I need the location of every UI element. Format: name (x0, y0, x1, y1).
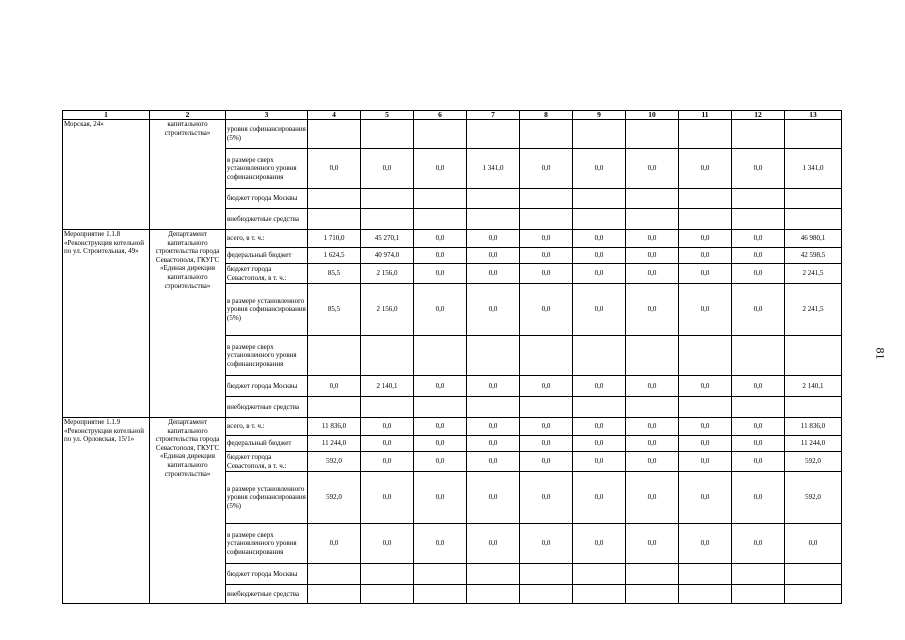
value-cell: 0,0 (573, 149, 626, 189)
value-cell (467, 397, 520, 418)
value-cell: 85,5 (308, 264, 361, 284)
value-cell (732, 336, 785, 376)
value-cell: 0,0 (414, 436, 467, 452)
value-cell: 0,0 (414, 230, 467, 248)
value-cell (626, 397, 679, 418)
value-cell: 0,0 (573, 284, 626, 336)
value-cell (361, 120, 414, 149)
value-cell: 0,0 (361, 452, 414, 472)
value-cell (732, 585, 785, 604)
value-cell: 2 241,5 (785, 284, 842, 336)
funding-source-cell: в размере установленного уровня софинансирования (5%) (226, 472, 308, 524)
value-cell: 0,0 (520, 264, 573, 284)
value-cell (467, 189, 520, 209)
value-cell (361, 585, 414, 604)
value-cell: 0,0 (732, 472, 785, 524)
value-cell: 42 598,5 (785, 248, 842, 264)
value-cell: 0,0 (732, 149, 785, 189)
value-cell (573, 397, 626, 418)
measure-name-cell: Мероприятие 1.1.8 «Реконструкция котельной по ул. Строительная, 49» (63, 230, 150, 418)
column-number-header: 2 (150, 111, 226, 120)
column-number-header: 7 (467, 111, 520, 120)
column-number-header: 5 (361, 111, 414, 120)
value-cell (467, 120, 520, 149)
value-cell: 0,0 (467, 418, 520, 436)
value-cell (573, 585, 626, 604)
funding-source-cell: внебюджетные средства (226, 397, 308, 418)
value-cell (308, 564, 361, 585)
value-cell: 0,0 (679, 264, 732, 284)
value-cell: 0,0 (626, 230, 679, 248)
value-cell (308, 397, 361, 418)
value-cell (467, 209, 520, 230)
value-cell (573, 209, 626, 230)
value-cell: 0,0 (626, 149, 679, 189)
value-cell: 0,0 (361, 149, 414, 189)
value-cell: 2 241,5 (785, 264, 842, 284)
value-cell: 0,0 (414, 524, 467, 564)
measure-name-cell: Морская, 24» (63, 120, 150, 230)
value-cell: 0,0 (732, 418, 785, 436)
table-row (63, 120, 842, 149)
value-cell: 0,0 (732, 436, 785, 452)
value-cell: 0,0 (573, 524, 626, 564)
value-cell: 0,0 (732, 452, 785, 472)
value-cell (732, 397, 785, 418)
value-cell (414, 209, 467, 230)
budget-table-sheet (62, 110, 842, 604)
value-cell: 0,0 (679, 524, 732, 564)
value-cell (679, 120, 732, 149)
column-number-header: 4 (308, 111, 361, 120)
funding-source-cell: в размере сверх установленного уровня софинансирования (226, 336, 308, 376)
value-cell: 0,0 (520, 149, 573, 189)
value-cell: 40 974,0 (361, 248, 414, 264)
measure-name-cell: Мероприятие 1.1.9 «Реконструкция котельной по ул. Орловская, 15/1» (63, 418, 150, 604)
value-cell (785, 397, 842, 418)
value-cell (467, 336, 520, 376)
table-row (63, 418, 842, 436)
value-cell (679, 189, 732, 209)
value-cell (785, 564, 842, 585)
value-cell: 0,0 (626, 248, 679, 264)
column-number-header: 12 (732, 111, 785, 120)
funding-source-cell: всего, в т. ч.: (226, 418, 308, 436)
value-cell (785, 189, 842, 209)
value-cell (308, 585, 361, 604)
value-cell: 0,0 (520, 524, 573, 564)
value-cell: 0,0 (361, 472, 414, 524)
value-cell: 0,0 (467, 376, 520, 397)
value-cell: 0,0 (520, 418, 573, 436)
value-cell: 0,0 (467, 452, 520, 472)
value-cell: 0,0 (573, 452, 626, 472)
value-cell (785, 120, 842, 149)
value-cell (573, 189, 626, 209)
value-cell: 85,5 (308, 284, 361, 336)
value-cell: 0,0 (679, 284, 732, 336)
value-cell (785, 585, 842, 604)
value-cell: 0,0 (308, 149, 361, 189)
value-cell: 0,0 (414, 472, 467, 524)
value-cell: 0,0 (679, 452, 732, 472)
value-cell (785, 336, 842, 376)
value-cell: 45 270,1 (361, 230, 414, 248)
value-cell (679, 397, 732, 418)
value-cell: 0,0 (732, 248, 785, 264)
value-cell (414, 585, 467, 604)
value-cell: 0,0 (679, 376, 732, 397)
value-cell (785, 209, 842, 230)
value-cell (414, 397, 467, 418)
value-cell (520, 209, 573, 230)
funding-source-cell: федеральный бюджет (226, 436, 308, 452)
value-cell (414, 120, 467, 149)
column-number-header: 1 (63, 111, 150, 120)
column-number-header: 9 (573, 111, 626, 120)
value-cell (626, 585, 679, 604)
value-cell: 0,0 (785, 524, 842, 564)
executor-cell: Департамент капитального строительства города Севастополя, ГКУГС «Единая дирекция капитального строительства» (150, 230, 226, 418)
column-number-header: 11 (679, 111, 732, 120)
value-cell: 0,0 (626, 284, 679, 336)
value-cell: 0,0 (626, 418, 679, 436)
funding-source-cell: бюджет города Севастополя, в т. ч.: (226, 264, 308, 284)
value-cell: 0,0 (626, 436, 679, 452)
value-cell: 0,0 (361, 524, 414, 564)
value-cell (679, 209, 732, 230)
value-cell (308, 209, 361, 230)
value-cell (361, 336, 414, 376)
value-cell: 0,0 (626, 524, 679, 564)
value-cell: 0,0 (679, 418, 732, 436)
value-cell: 1 624,5 (308, 248, 361, 264)
value-cell (520, 564, 573, 585)
column-number-header: 8 (520, 111, 573, 120)
value-cell: 46 980,1 (785, 230, 842, 248)
value-cell: 0,0 (414, 264, 467, 284)
value-cell (520, 189, 573, 209)
value-cell: 0,0 (467, 472, 520, 524)
value-cell (626, 120, 679, 149)
value-cell: 11 244,0 (308, 436, 361, 452)
value-cell: 11 836,0 (308, 418, 361, 436)
value-cell: 592,0 (308, 452, 361, 472)
value-cell (520, 336, 573, 376)
value-cell: 0,0 (679, 472, 732, 524)
value-cell: 0,0 (732, 264, 785, 284)
value-cell: 0,0 (414, 452, 467, 472)
value-cell (467, 564, 520, 585)
funding-source-cell: бюджет города Севастополя, в т. ч.: (226, 452, 308, 472)
funding-source-cell: внебюджетные средства (226, 585, 308, 604)
value-cell: 0,0 (414, 376, 467, 397)
table-row (63, 230, 842, 248)
value-cell (520, 585, 573, 604)
value-cell (308, 189, 361, 209)
funding-source-cell: в размере установленного уровня софинансирования (5%) (226, 284, 308, 336)
value-cell: 0,0 (467, 436, 520, 452)
value-cell: 0,0 (414, 284, 467, 336)
value-cell: 0,0 (573, 248, 626, 264)
value-cell (361, 189, 414, 209)
value-cell: 0,0 (467, 264, 520, 284)
value-cell: 0,0 (467, 230, 520, 248)
value-cell (732, 189, 785, 209)
value-cell (520, 397, 573, 418)
value-cell: 0,0 (732, 524, 785, 564)
value-cell: 0,0 (573, 436, 626, 452)
value-cell: 0,0 (520, 472, 573, 524)
value-cell (520, 120, 573, 149)
funding-source-cell: внебюджетные средства (226, 209, 308, 230)
value-cell (573, 336, 626, 376)
funding-source-cell: уровня софинансирования (5%) (226, 120, 308, 149)
value-cell: 0,0 (467, 284, 520, 336)
value-cell: 0,0 (467, 524, 520, 564)
page-number: 81 (873, 347, 888, 360)
value-cell (573, 564, 626, 585)
value-cell: 0,0 (520, 452, 573, 472)
value-cell: 0,0 (732, 230, 785, 248)
value-cell (679, 564, 732, 585)
value-cell: 0,0 (308, 376, 361, 397)
funding-source-cell: в размере сверх установленного уровня софинансирования (226, 149, 308, 189)
value-cell: 11 244,0 (785, 436, 842, 452)
value-cell: 0,0 (520, 248, 573, 264)
value-cell: 2 140,1 (361, 376, 414, 397)
value-cell (573, 120, 626, 149)
value-cell (732, 209, 785, 230)
funding-source-cell: бюджет города Москвы (226, 189, 308, 209)
value-cell: 0,0 (626, 452, 679, 472)
value-cell (414, 564, 467, 585)
value-cell: 2 156,0 (361, 284, 414, 336)
value-cell: 0,0 (679, 230, 732, 248)
value-cell: 0,0 (573, 264, 626, 284)
funding-source-cell: федеральный бюджет (226, 248, 308, 264)
value-cell (626, 336, 679, 376)
value-cell: 0,0 (467, 248, 520, 264)
value-cell: 0,0 (679, 248, 732, 264)
value-cell (361, 397, 414, 418)
value-cell: 0,0 (573, 472, 626, 524)
value-cell: 592,0 (785, 452, 842, 472)
value-cell (361, 209, 414, 230)
value-cell: 592,0 (308, 472, 361, 524)
value-cell (679, 585, 732, 604)
column-number-header: 10 (626, 111, 679, 120)
value-cell: 1 341,0 (467, 149, 520, 189)
value-cell (308, 336, 361, 376)
value-cell: 0,0 (414, 248, 467, 264)
value-cell: 0,0 (679, 436, 732, 452)
funding-source-cell: всего, в т. ч.: (226, 230, 308, 248)
value-cell: 0,0 (732, 284, 785, 336)
value-cell (467, 585, 520, 604)
value-cell: 0,0 (573, 418, 626, 436)
value-cell (732, 120, 785, 149)
value-cell: 0,0 (573, 376, 626, 397)
value-cell (361, 564, 414, 585)
column-number-header-row (63, 111, 842, 120)
funding-source-cell: бюджет города Москвы (226, 564, 308, 585)
value-cell: 0,0 (626, 264, 679, 284)
value-cell (308, 120, 361, 149)
value-cell (414, 336, 467, 376)
value-cell (626, 209, 679, 230)
value-cell (626, 189, 679, 209)
value-cell: 2 156,0 (361, 264, 414, 284)
value-cell: 0,0 (626, 376, 679, 397)
value-cell: 0,0 (414, 149, 467, 189)
value-cell: 0,0 (520, 230, 573, 248)
funding-source-cell: в размере сверх установленного уровня софинансирования (226, 524, 308, 564)
budget-table (62, 110, 842, 604)
value-cell: 1 341,0 (785, 149, 842, 189)
value-cell: 0,0 (520, 284, 573, 336)
column-number-header: 6 (414, 111, 467, 120)
value-cell (732, 564, 785, 585)
value-cell: 0,0 (520, 436, 573, 452)
value-cell: 0,0 (361, 418, 414, 436)
value-cell (679, 336, 732, 376)
value-cell: 0,0 (573, 230, 626, 248)
value-cell: 0,0 (308, 524, 361, 564)
value-cell: 592,0 (785, 472, 842, 524)
value-cell (626, 564, 679, 585)
value-cell: 0,0 (732, 376, 785, 397)
column-number-header: 13 (785, 111, 842, 120)
column-number-header: 3 (226, 111, 308, 120)
value-cell (414, 189, 467, 209)
funding-source-cell: бюджет города Москвы (226, 376, 308, 397)
value-cell: 11 836,0 (785, 418, 842, 436)
value-cell: 0,0 (626, 472, 679, 524)
executor-cell: капитального строительства» (150, 120, 226, 230)
value-cell: 0,0 (361, 436, 414, 452)
value-cell: 0,0 (414, 418, 467, 436)
value-cell: 0,0 (679, 149, 732, 189)
value-cell: 2 140,1 (785, 376, 842, 397)
value-cell: 1 710,0 (308, 230, 361, 248)
value-cell: 0,0 (520, 376, 573, 397)
executor-cell: Департамент капитального строительства города Севастополя, ГКУГС «Единая дирекция капитального строительства» (150, 418, 226, 604)
